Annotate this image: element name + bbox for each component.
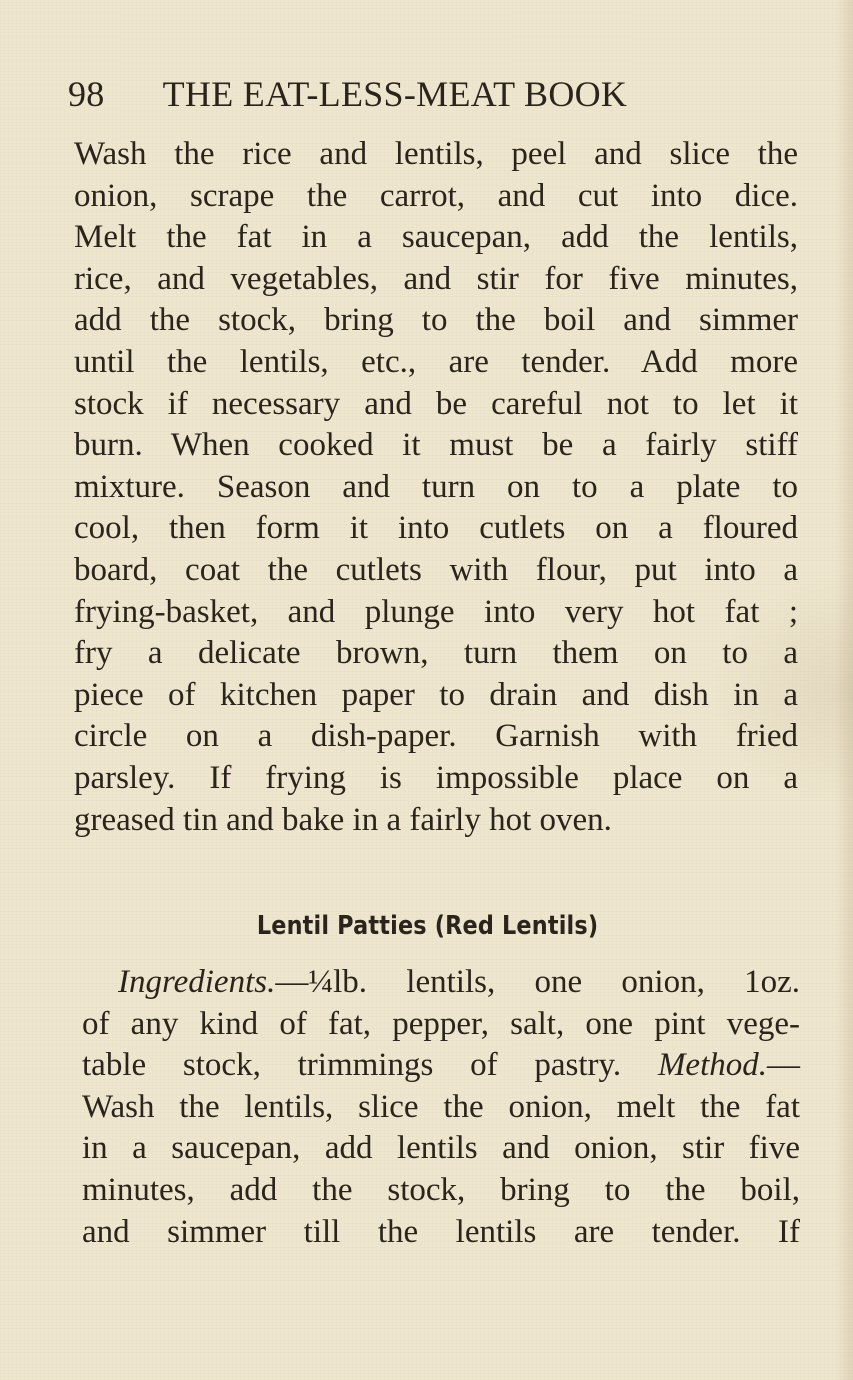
text-line: parsley. If frying is impossible place on a	[74, 759, 798, 796]
text-line: of any kind of fat, pepper, salt, one pint vege-	[82, 1005, 800, 1042]
page-edge-shadow	[835, 0, 853, 1380]
method-dash: —	[767, 1047, 800, 1084]
text-line: burn. When cooked it must be a fairly stiff	[74, 427, 798, 464]
paragraph-lentil-patties	[82, 962, 800, 1253]
text-line: Wash the lentils, slice the onion, melt the fat	[82, 1088, 800, 1125]
page-header	[68, 72, 708, 116]
method-label: Method.	[657, 1047, 767, 1084]
text-line: fry a delicate brown, turn them on to a	[74, 635, 798, 672]
text-line: greased tin and bake in a fairly hot oven.	[74, 801, 612, 838]
text-line: circle on a dish-paper. Garnish with fried	[74, 718, 798, 755]
text-line: Melt the fat in a saucepan, add the lentils,	[74, 219, 798, 256]
text-line-method	[82, 1045, 800, 1087]
text-line: cool, then form it into cutlets on a floured	[74, 510, 798, 547]
text-line: piece of kitchen paper to drain and dish in a	[74, 676, 798, 713]
text-line-ingredients	[82, 962, 800, 1004]
text-line: until the lentils, etc., are tender. Add more	[74, 343, 798, 380]
ingredients-text-end: table stock, trimmings of pastry.	[82, 1047, 622, 1084]
section-heading: Lentil Patties (Red Lentils)	[256, 911, 599, 941]
text-line: onion, scrape the carrot, and cut into dice.	[74, 177, 798, 214]
text-line: rice, and vegetables, and stir for five minutes,	[74, 260, 798, 297]
text-line: board, coat the cutlets with flour, put into a	[74, 551, 798, 588]
text-line: Wash the rice and lentils, peel and slice the	[74, 136, 798, 172]
text-line: add the stock, bring to the boil and simmer	[74, 302, 798, 339]
text-line: frying-basket, and plunge into very hot fat ;	[74, 593, 798, 630]
ingredients-label: Ingredients.	[118, 964, 276, 1000]
text-line: in a saucepan, add lentils and onion, stir five	[82, 1130, 800, 1167]
ingredients-text: —¼lb. lentils, one onion, 1oz.	[275, 964, 800, 1000]
page-number: 98	[68, 74, 105, 114]
text-line: minutes, add the stock, bring to the boil,	[82, 1171, 800, 1208]
running-title: THE EAT-LESS-MEAT BOOK	[162, 74, 628, 114]
text-line: and simmer till the lentils are tender. If	[82, 1213, 800, 1250]
text-line: mixture. Season and turn on to a plate to	[74, 468, 798, 505]
text-line: stock if necessary and be careful not to let it	[74, 385, 798, 422]
paragraph-cutlets-method	[74, 134, 798, 841]
